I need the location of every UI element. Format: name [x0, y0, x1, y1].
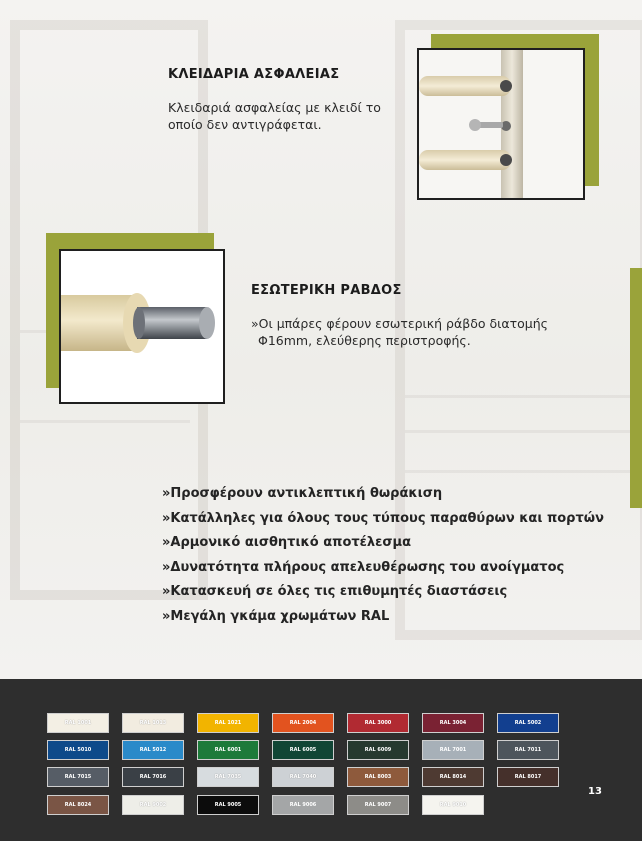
feature-item: »Κατάλληλες για όλους τους τύπους παραθύρων και πορτών	[162, 510, 604, 526]
ral-swatch: RAL 8017	[497, 767, 559, 787]
rod-photo	[59, 249, 225, 404]
feature-list	[162, 484, 604, 632]
ral-swatch: RAL 6001	[197, 740, 259, 760]
ral-swatch: RAL 7035	[197, 767, 259, 787]
ral-swatch: RAL 1001	[47, 713, 109, 733]
feature-item: »Δυνατότητα πλήρους απελευθέρωσης του ανοίγματος	[162, 559, 565, 575]
ral-swatch: RAL 8014	[422, 767, 484, 787]
ral-swatch: RAL 7011	[497, 740, 559, 760]
ral-swatch: RAL 9010	[422, 795, 484, 815]
lock-title: ΚΛΕΙΔΑΡΙΑ ΑΣΦΑΛΕΙΑΣ	[168, 67, 340, 82]
feature-item: »Αρμονικό αισθητικό αποτέλεσμα	[162, 535, 411, 551]
shelf-line	[20, 420, 190, 423]
page-number: 13	[588, 786, 602, 797]
ral-swatch: RAL 6005	[272, 740, 334, 760]
ral-swatch: RAL 5012	[122, 740, 184, 760]
ral-swatch: RAL 5002	[497, 713, 559, 733]
lock-photo	[417, 48, 585, 200]
ral-swatch: RAL 7016	[122, 767, 184, 787]
ral-swatch: RAL 7001	[422, 740, 484, 760]
lock-bars-illustration	[419, 50, 583, 198]
rod-title: ΕΣΩΤΕΡΙΚΗ ΡΑΒΔΟΣ	[251, 283, 402, 298]
ral-swatch: RAL 7015	[47, 767, 109, 787]
ral-swatch: RAL 3000	[347, 713, 409, 733]
feature-item: »Μεγάλη γκάμα χρωμάτων RAL	[162, 608, 390, 624]
ral-swatch: RAL 3004	[422, 713, 484, 733]
rod-description: »Οι μπάρες φέρουν εσωτερική ράβδο διατομής Φ16mm, ελεύθερης περιστροφής.	[251, 316, 548, 348]
ral-palette-panel	[0, 679, 642, 841]
shelf-line	[405, 470, 640, 473]
ral-swatch: RAL 7040	[272, 767, 334, 787]
ral-swatch: RAL 8024	[47, 795, 109, 815]
shelf-line	[405, 430, 640, 433]
rod-illustration	[61, 251, 223, 402]
lock-description: Κλειδαριά ασφαλείας με κλειδί το οποίο δεν αντιγράφεται.	[168, 100, 381, 132]
feature-item: »Κατασκευή σε όλες τις επιθυμητές διαστάσεις	[162, 584, 508, 600]
ral-swatch: RAL 6009	[347, 740, 409, 760]
ral-swatch: RAL 1021	[197, 713, 259, 733]
ral-swatch: RAL 9007	[347, 795, 409, 815]
shelf-line	[405, 395, 640, 398]
edge-accent	[630, 268, 642, 508]
ral-swatch: RAL 9006	[272, 795, 334, 815]
ral-swatch: RAL 2004	[272, 713, 334, 733]
feature-item: »Προσφέρουν αντικλεπτική θωράκιση	[162, 486, 443, 501]
ral-swatch: RAL 9002	[122, 795, 184, 815]
ral-swatch: RAL 8003	[347, 767, 409, 787]
ral-swatch: RAL 1013	[122, 713, 184, 733]
ral-swatch: RAL 5010	[47, 740, 109, 760]
ral-swatch: RAL 9005	[197, 795, 259, 815]
